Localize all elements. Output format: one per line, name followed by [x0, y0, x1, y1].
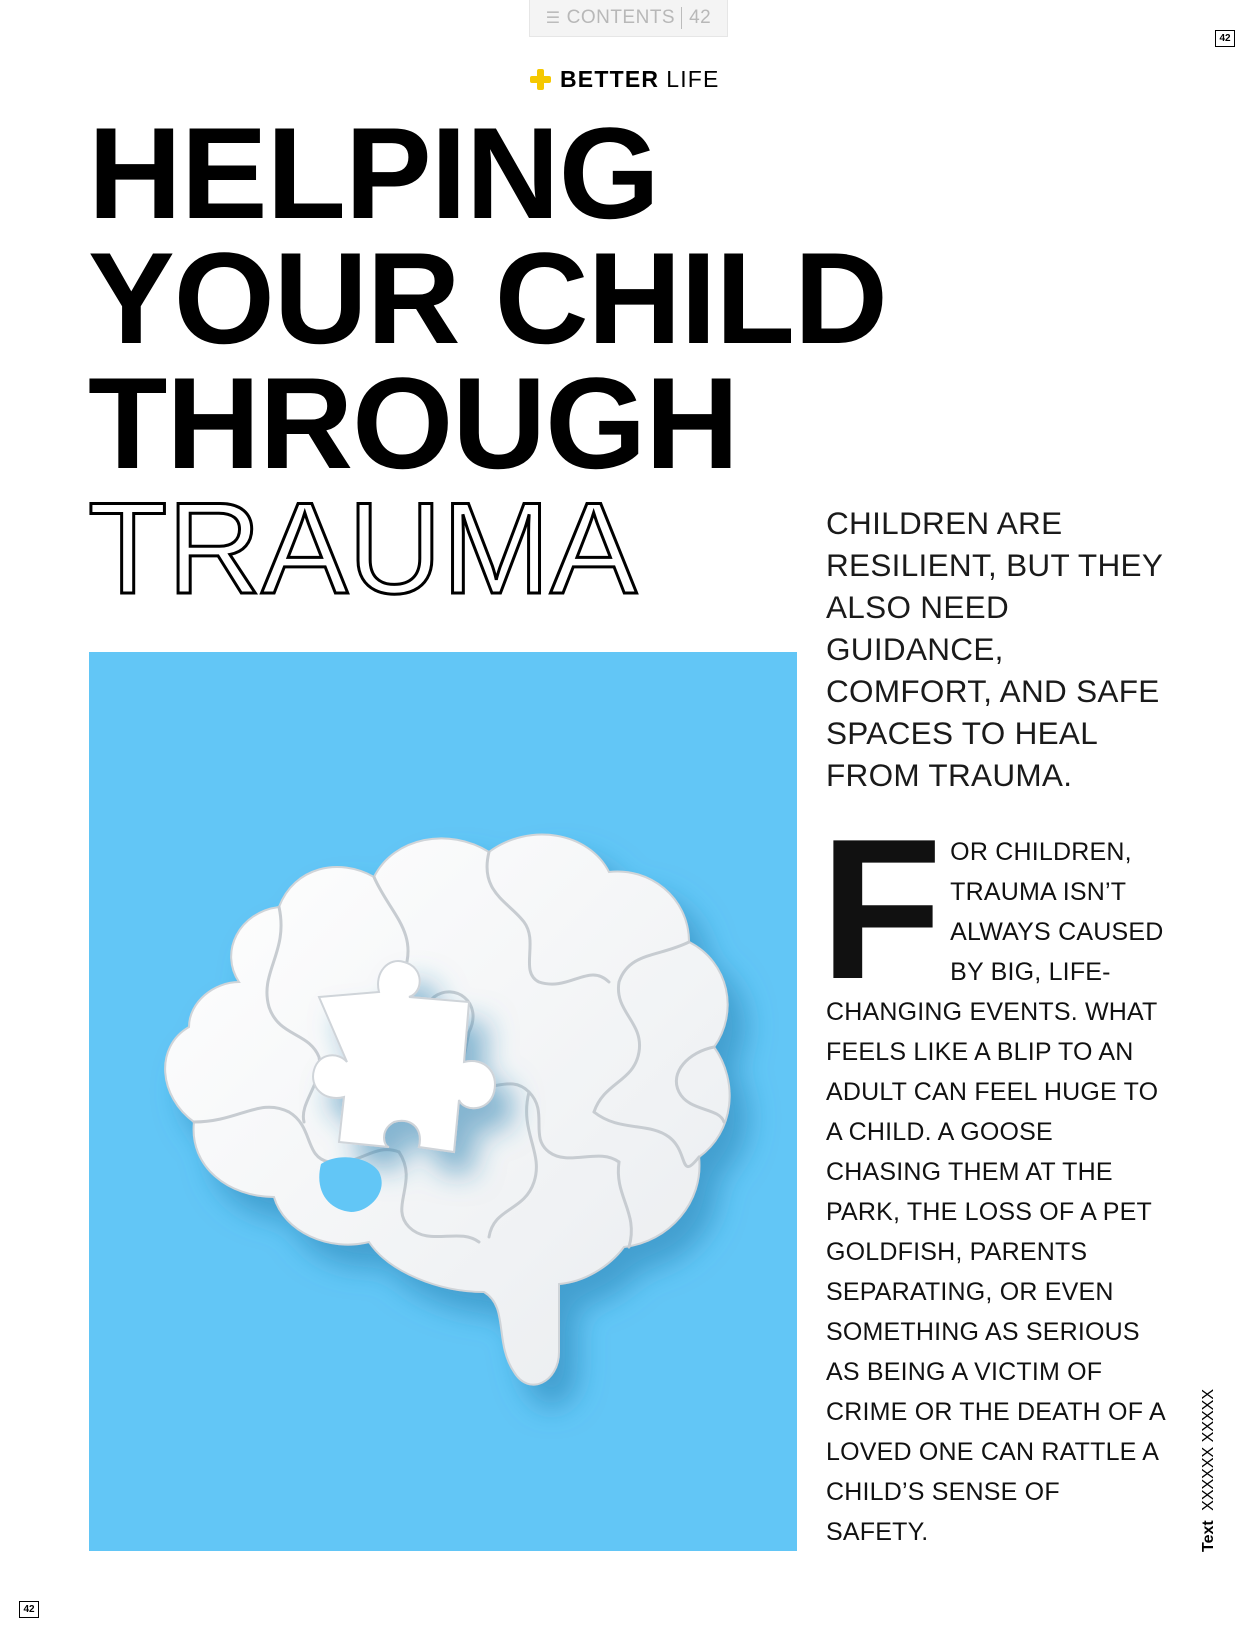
- section-label: [530, 66, 720, 93]
- headline-line-1: HELPING: [88, 100, 659, 246]
- article-headline: [88, 100, 887, 621]
- headline-line-3: THROUGH: [88, 350, 739, 496]
- contents-page-number: 42: [689, 7, 712, 28]
- page-number-bottom[interactable]: 42: [19, 1601, 39, 1618]
- drop-cap: F: [820, 798, 941, 1021]
- section-label-light: LIFE: [666, 66, 720, 92]
- contents-tab[interactable]: [529, 0, 728, 37]
- puzzle-brain-illustration: [89, 652, 797, 1551]
- contents-separator: [681, 7, 682, 29]
- headline-line-2: YOUR CHILD: [88, 225, 887, 371]
- credit-label: Text: [1200, 1520, 1217, 1552]
- puzzle-brain-photo: [89, 652, 797, 1551]
- headline-line-4-outline: TRAUMA: [88, 475, 637, 621]
- body-text: OR CHILDREN, TRAUMA ISN’T ALWAYS CAUSED BY BIG, LIFE-CHANGING EVENTS. WHAT FEELS LIKE A BLIP TO AN ADULT CAN FEEL HUGE TO A CHILD. A GOOSE CHASING THEM AT THE PARK, THE LOSS OF A PET GOLDFISH, PARENTS SEPARATING, OR EVEN SOMETHING AS SERIOUS AS BEING A VICTIM OF CRIME OR THE DEATH OF A LOVED ONE CAN RATTLE A CHILD’S SENSE OF SAFETY.: [826, 838, 1165, 1546]
- article-deck: CHILDREN ARE RESILIENT, BUT THEY ALSO NEED GUIDANCE, COMFORT, AND SAFE SPACES TO HEAL FROM TRAUMA.: [826, 505, 1163, 793]
- page-number-top[interactable]: 42: [1215, 30, 1235, 47]
- plus-cross-icon: [530, 69, 551, 90]
- credit-value: XXXXXX XXXXX: [1200, 1388, 1217, 1511]
- section-label-bold: BETTER: [560, 66, 660, 92]
- article-body: [820, 798, 1168, 1552]
- contents-label: CONTENTS: [566, 7, 676, 28]
- menu-icon: ☰: [545, 10, 561, 27]
- text-credit: [1200, 1389, 1218, 1552]
